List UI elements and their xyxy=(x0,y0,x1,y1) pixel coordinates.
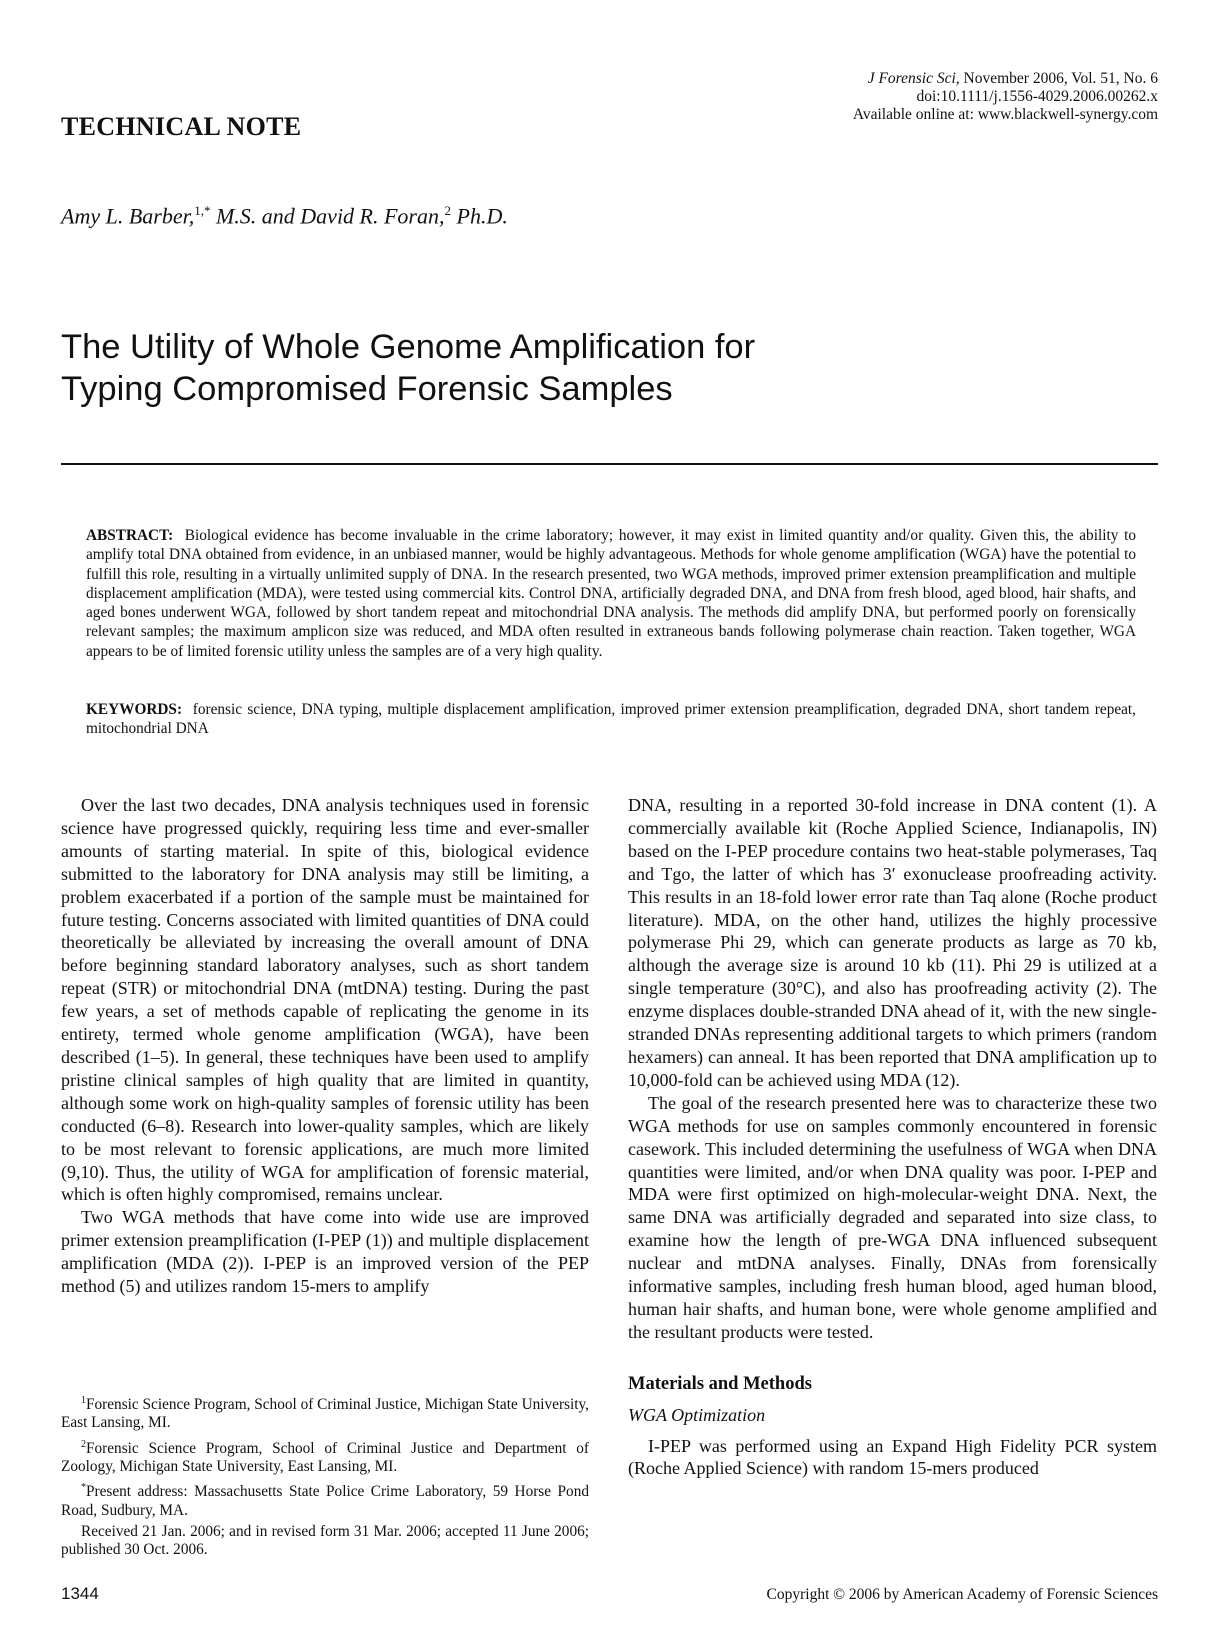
doi: doi:10.1111/j.1556-4029.2006.00262.x xyxy=(916,88,1158,105)
body-paragraph: The goal of the research presented here was to characterize these two WGA methods for use on samples commonly encountered in forensic casework. This included determining the usefulness of WGA when DNA quantities were limited, and/or when DNA quality was poor. I-PEP and MDA were first optimized on high-molecular-weight DNA. Next, the same DNA was artificially degraded and separated into size class, to examine how the length of pre-WGA DNA influenced subsequent nuclear and mtDNA analyses. Finally, DNAs from forensically informative samples, including fresh human blood, aged human blood, human hair shafts, and human bone, were whole genome amplified and the resultant products were tested. xyxy=(628,1092,1157,1342)
journal-name: J Forensic Sci, xyxy=(867,70,960,87)
online-availability: Available online at: www.blackwell-synergy.com xyxy=(852,106,1158,123)
body-paragraph: DNA, resulting in a reported 30-fold increase in DNA content (1). A commercially available kit (Roche Applied Science, Indianapolis, IN) based on the I-PEP procedure contains two heat-stable polymerases, Taq and Tgo, the latter of which has 3′ exonuclease proofreading activity. This results in an 18-fold lower error rate than Taq alone (Roche product literature). MDA, on the other hand, utilizes the highly processive polymerase Phi 29, which can generate products as large as 70 kb, although the average size is around 10 kb (11). Phi 29 is utilized at a single temperature (30°C), and also has proofreading activity (2). The enzyme displaces double-stranded DNA ahead of it, with the new single-stranded DNAs representing additional targets to which primers (random hexamers) can anneal. It has been reported that DNA amplification up to 10,000-fold can be achieved using MDA (12). xyxy=(628,795,1157,1090)
section-heading: Materials and Methods xyxy=(628,1373,812,1394)
author-line xyxy=(61,203,508,229)
keywords-label: KEYWORDS: xyxy=(86,701,183,718)
body-paragraph: Two WGA methods that have come into wide use are improved primer extension preamplification (I-PEP (1)) and multiple displacement amplification (MDA (2)). I-PEP is an improved version of the PEP method (5) and utilizes random 15-mers to amplify xyxy=(61,1207,589,1297)
footnotes xyxy=(61,1392,589,1563)
footnote-1 xyxy=(61,1392,589,1433)
footnote-text: Forensic Science Program, School of Criminal Justice, Michigan State University, East Lansing, MI. xyxy=(61,1396,589,1432)
author-1: Amy L. Barber, xyxy=(61,203,195,229)
abstract-text: Biological evidence has become invaluable in the crime laboratory; however, it may exist in limited quantity and/or quality. Given this, the ability to amplify total DNA obtained from evidence, in an unbiased manner, would be highly advantageous. Methods for whole genome amplification (WGA) have the potential to fulfill this role, resulting in a virtually unlimited supply of DNA. In the research presented, two WGA methods, improved primer extension preamplification and multiple displacement amplification (MDA), were tested using commercial kits. Control DNA, artificially degraded DNA, and DNA from fresh blood, aged blood, hair shafts, and aged bones underwent WGA, followed by short tandem repeat and mitochondrial DNA analysis. The methods did amplify DNA, but performed poorly on forensically relevant samples; the maximum amplicon size was reduced, and MDA often resulted in extraneous bands following polymerase chain reaction. Taken together, WGA appears to be of limited forensic utility unless the samples are of a very high quality. xyxy=(86,527,1136,660)
paper-title xyxy=(61,326,1061,410)
title-line-2: Typing Compromised Forensic Samples xyxy=(61,370,673,408)
journal-issue: November 2006, Vol. 51, No. 6 xyxy=(959,70,1158,87)
body-paragraph: I-PEP was performed using an Expand High Fidelity PCR system (Roche Applied Science) with random 15-mers produced xyxy=(628,1435,1157,1479)
footnote-marker: 2 xyxy=(81,1438,86,1450)
footnote-text: Forensic Science Program, School of Criminal Justice and Department of Zoology, Michigan State University, East Lansing, MI. xyxy=(61,1439,589,1476)
page-number: 1344 xyxy=(61,1584,99,1603)
author-2-degree: Ph.D. xyxy=(451,203,508,229)
author-2-affiliation: 2 xyxy=(444,203,451,218)
body-column-right xyxy=(628,794,1157,1480)
title-divider xyxy=(61,463,1158,465)
author-2: M.S. and David R. Foran, xyxy=(210,203,445,229)
footnote-2 xyxy=(61,1436,589,1477)
footnote-text: Present address: Massachusetts State Police Crime Laboratory, 59 Horse Pond Road, Sudbury, MA. xyxy=(61,1483,589,1519)
footnote-3 xyxy=(61,1479,589,1520)
subsection-heading: WGA Optimization xyxy=(628,1404,766,1425)
body-paragraph: Over the last two decades, DNA analysis techniques used in forensic science have progressed quickly, requiring less time and ever-smaller amounts of starting material. In spite of this, biological evidence submitted to the laboratory for DNA analysis may still be limiting, a problem exacerbated if a portion of the sample must be maintained for future testing. Concerns associated with limited quantities of DNA could theoretically be alleviated by increasing the overall amount of DNA before beginning standard laboratory analyses, such as short tandem repeat (STR) or mitochondrial DNA (mtDNA) testing. During the past few years, a set of methods capable of replicating the genome in its entirety, termed whole genome amplification (WGA), have been described (1–5). In general, these techniques have been used to amplify pristine clinical samples of high quality that are limited in quantity, although some work on high-quality samples of forensic utility has been conducted (6–8). Research into lower-quality samples, which are likely to be most relevant to forensic applications, are much more limited (9,10). Thus, the utility of WGA for amplification of forensic material, which is often highly compromised, remains unclear. xyxy=(61,795,589,1205)
copyright: Copyright © 2006 by American Academy of Forensic Sciences xyxy=(766,1586,1158,1603)
footnote-marker: * xyxy=(81,1482,86,1494)
section-label: TECHNICAL NOTE xyxy=(61,112,302,141)
journal-citation xyxy=(658,70,1158,124)
body-column-left xyxy=(61,794,589,1298)
received-dates: Received 21 Jan. 2006; and in revised form 31 Mar. 2006; accepted 11 June 2006; published 30 Oct. 2006. xyxy=(61,1523,589,1559)
keywords xyxy=(86,700,1136,739)
abstract xyxy=(86,526,1136,661)
journal-line xyxy=(658,70,1158,88)
abstract-label: ABSTRACT: xyxy=(86,527,174,544)
title-line-1: The Utility of Whole Genome Amplification for xyxy=(61,328,756,366)
keywords-text: forensic science, DNA typing, multiple displacement amplification, improved primer extension preamplification, degraded DNA, short tandem repeat, mitochondrial DNA xyxy=(86,701,1136,738)
author-1-affiliation: 1,* xyxy=(194,203,211,218)
footnote-marker: 1 xyxy=(81,1395,86,1406)
